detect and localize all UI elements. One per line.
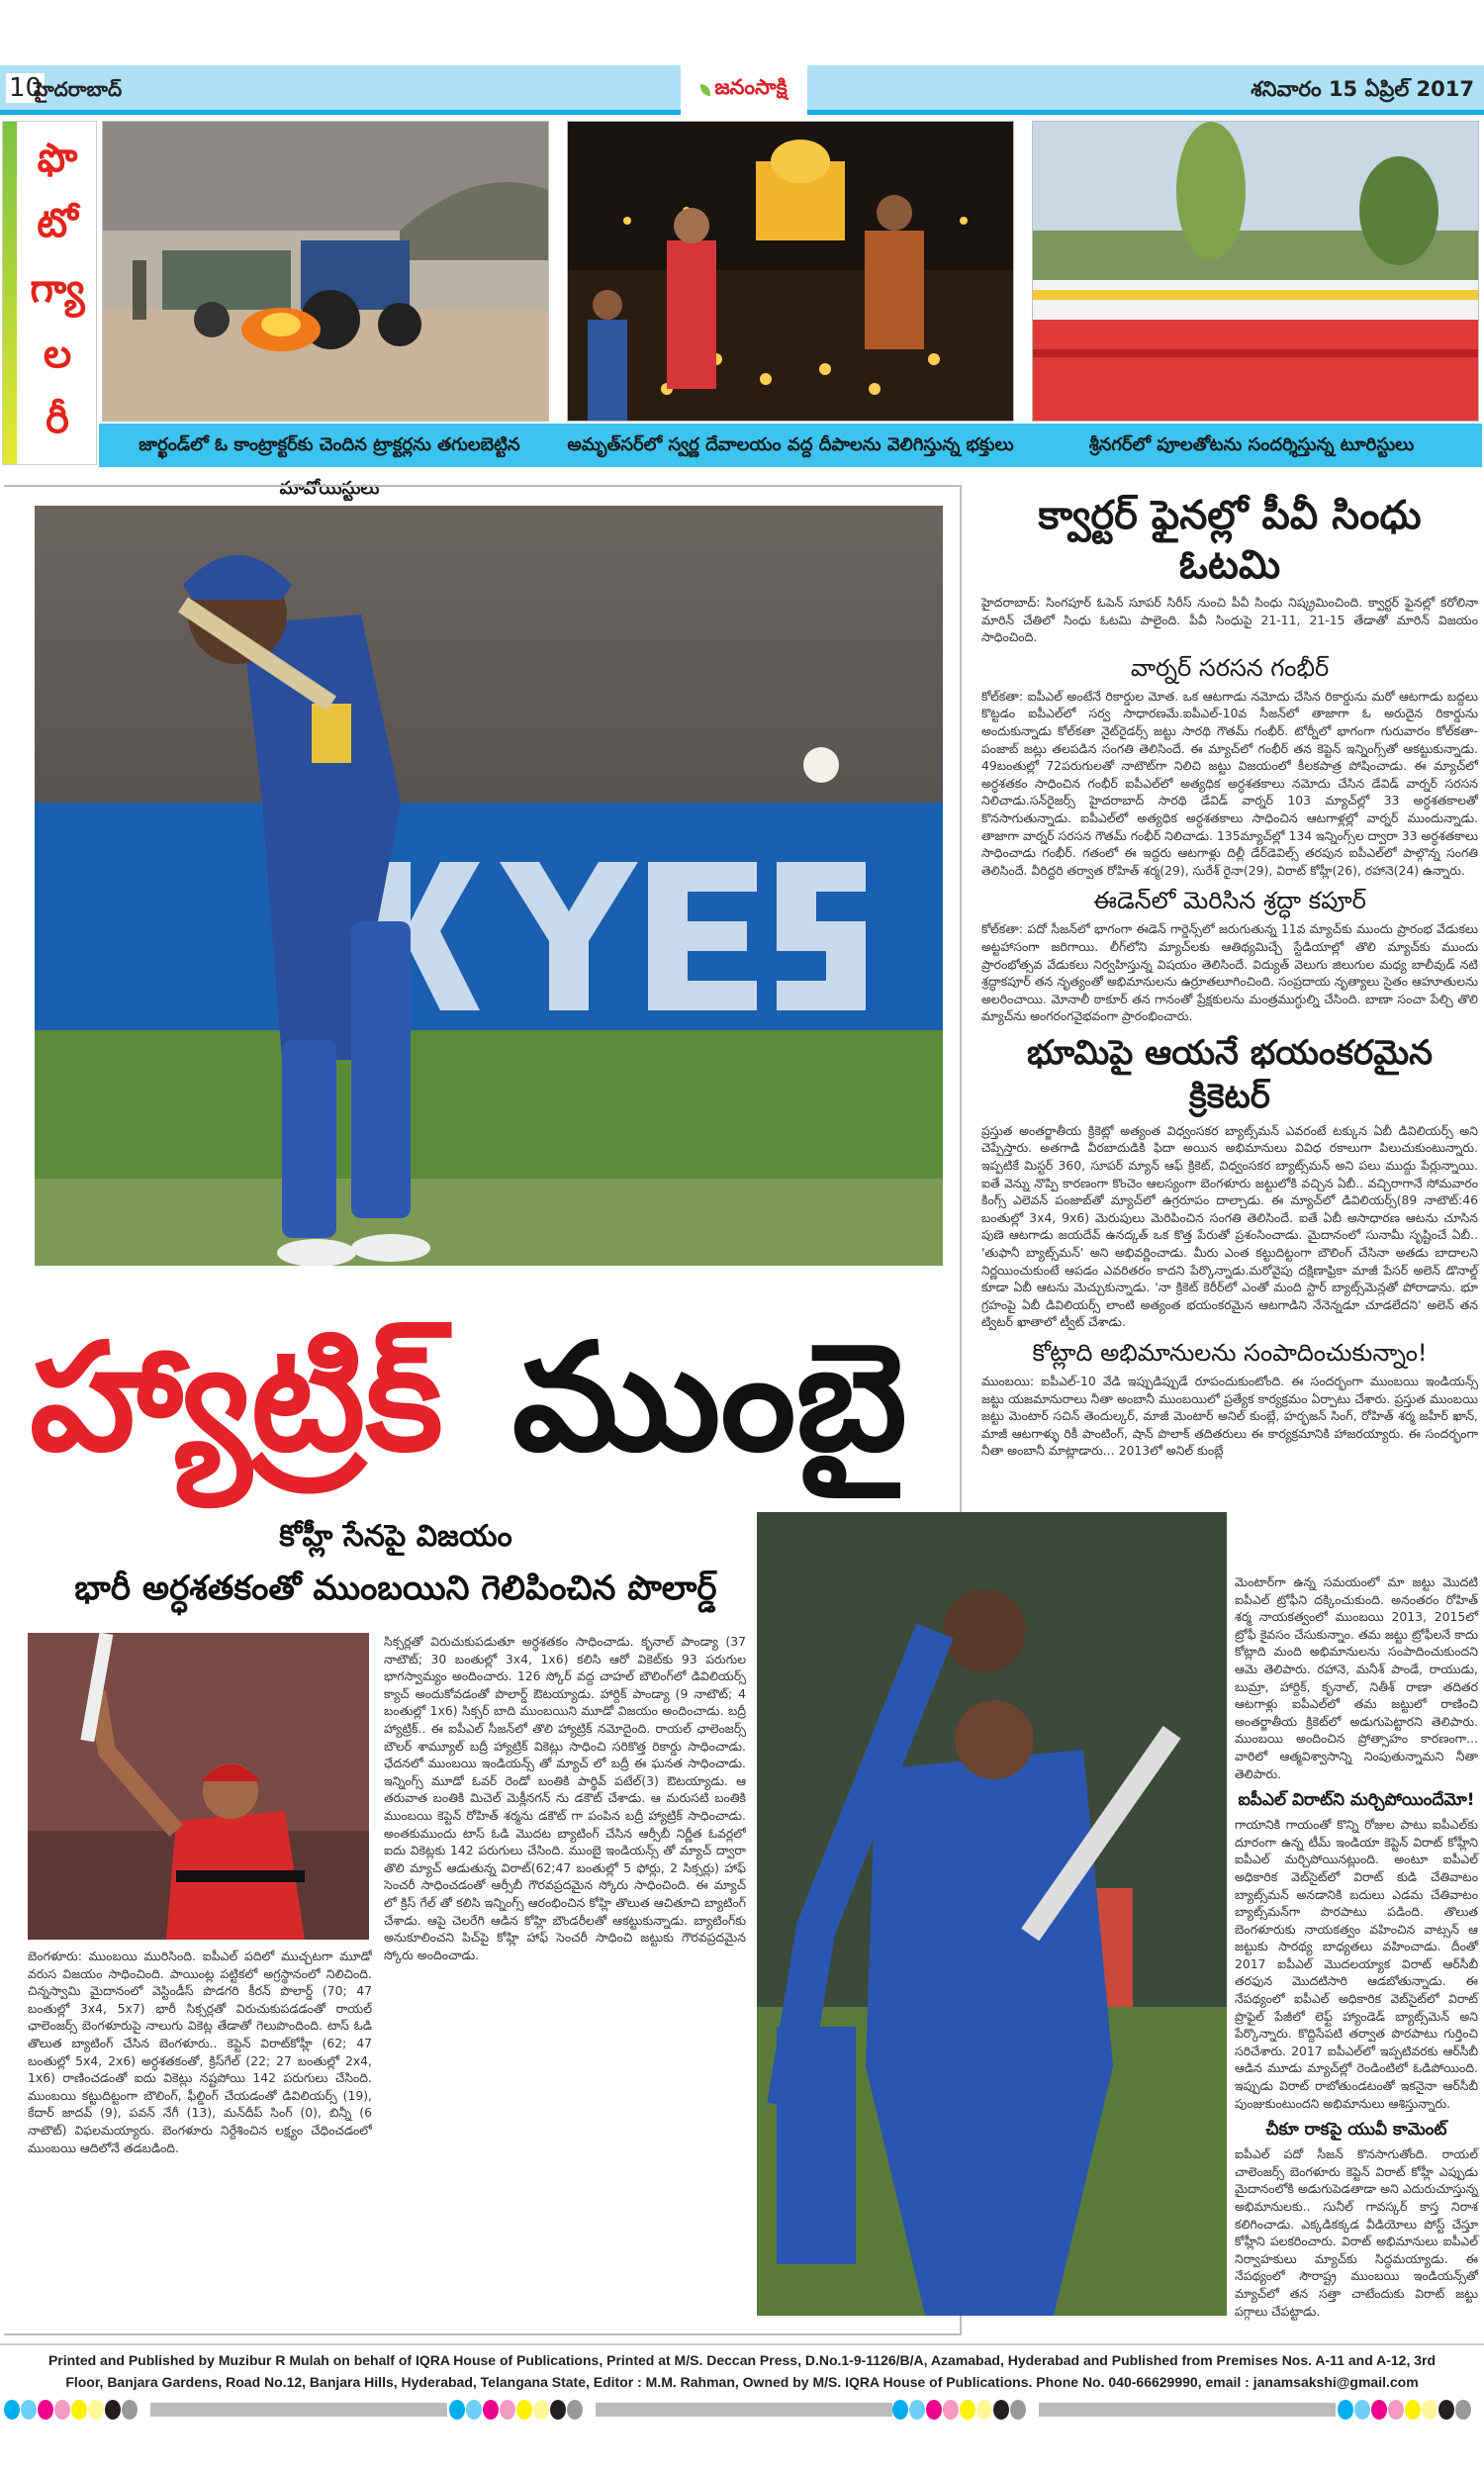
article-title: భూమిపై ఆయనే భయంకరమైన క్రికెటర్ (1027, 1032, 1433, 1116)
gallery-captions (99, 424, 1482, 499)
registration-dot (567, 2400, 583, 2420)
article-body: కోల్‌కతా: పదో సీజన్‌లో భాగంగా ఈడెన్ గార్డెన్స్‌లో జరుగుతున్న 11వ మ్యాచ్‌కు ముందు ప్రారంభ వేడుకలు అట్టహాసంగా జరిగాయి. లీగ్‌లోని మ్యాచ్‌లకు ఆతిథ్యమిచ్చే స్టేడియాల్లో తొలి మ్యాచ్‌కు ముందు ప్రారంభోత్సవ వేడుకలు నిర్వహిస్తున్న విషయం తెలిసిందే. విద్యుత్ వెలుగు జిలుగుల మధ్య బాలీవుడ్ నటి శ్రద్ధాకపూర్ తన నృత్యంతో అభిమానులను ఉర్రూతలూగించింది. సంప్రదాయ నృత్యాలు సైతం ఆహూతులను అలరించాయి. మోనాలీ ఠాకూర్ తన గానంతో ప్రేక్షకులను మంత్రముగ్ధుల్ని చేసింది. బాణా సంచా పేల్చి తొలి మ్యాచ్‌ను అంగరంగవైభవంగా ప్రారంభించారు. (981, 921, 1478, 1024)
registration-dot (21, 2400, 37, 2420)
registration-dot (1455, 2400, 1471, 2420)
registration-dot (54, 2400, 70, 2420)
registration-dot (38, 2400, 53, 2420)
issue-date: శనివారం 15 ఏప్రిల్ 2017 (1251, 77, 1474, 101)
gallery-label-char: ఫొ (37, 136, 78, 181)
imprint-line: Printed and Published by Muzibur R Mulah on behalf of IQRA House of Publications, Printed at M/S. Deccan Press, D.No.1-9-1126/B/A, Azamabad, Hyderabad and Published from Premises Nos. A-11 and A-12, 3rd (47, 2352, 1437, 2368)
article-body: హైదరాబాద్: సింగపూర్ ఓపెన్ సూపర్ సిరీస్ నుంచి పీవీ సింధు నిష్క్రమించింది. క్వార్టర్ ఫైనల్లో కరోలినా మారిన్ చేతిలో సింధు ఓటమి పాలైంది. పీవీ సింధుపై 21-11, 21-15 తేడాతో మారిన్ విజయం సాధించింది. (981, 595, 1478, 645)
gallery-label-char: రీ (46, 397, 69, 442)
page-number: 10 (6, 73, 45, 103)
registration-gray-bar (150, 2403, 447, 2417)
imprint-line: Floor, Banjara Gardens, Road No.12, Banjara Hills, Hyderabad, Telangana State, Editor : M.M. Rahman, Owned by M/S. IQRA House of Publications. Phone No. 040-66629990, email : janamsakshi@gmail.com (65, 2374, 1419, 2390)
gallery-label-char: టో (37, 201, 78, 246)
page-header (0, 65, 1484, 115)
registration-dot (976, 2400, 992, 2420)
article-title: కోట్లాది అభిమానులను సంపాదించుకున్నాం! (1032, 1339, 1428, 1367)
registration-dot (1010, 2400, 1026, 2420)
registration-dot (105, 2400, 121, 2420)
registration-dot (1438, 2400, 1454, 2420)
logo-text: జనంసాక్షి (714, 75, 788, 99)
gallery-photo-golden-temple (567, 121, 1014, 422)
photo-kohli-raising-bat (28, 1633, 369, 1940)
gallery-photo-tulip-garden (1032, 121, 1479, 422)
article-body: ప్రస్తుత అంతర్జాతీయ క్రికెట్లో అత్యంత విధ్వంసకర బ్యాట్స్‌మన్ ఎవరంటే టక్కున ఏబీ డివిలియర్స్ అని చెప్పేస్తారు. అతగాడి వీరబాదుడికి ఫిదా అయిన అభిమానులు వివిధ రకాలుగా పిలుచుకుంటున్నారు. ఇప్పటికే మిస్టర్ 360, సూపర్ మ్యాన్ ఆఫ్ క్రికెట్, విధ్వంసకర బ్యాట్స్‌మన్ అని పలు ముద్దు పేర్లున్నాయి. ఐతే వెన్ను నొప్పి కారణంగా కొంచెం ఆలస్యంగా బెంగళూరు జట్టులోకి వచ్చిన ఏబీ.. వచ్చిరాగానే సోమవారం కింగ్స్ ఎలెవన్ పంజాబ్‌తో మ్యాచ్‌లో ఉగ్రరూపం దాల్చాడు. ఈ మ్యాచ్‌లో డివిలియర్స్(89 నాటౌట్:46 బంతుల్లో 3x4, 9x6) మెరుపులు మెరిపించిన సంగతి తెలిసిందే. ఐతే ఏబీ అసాధారణ ఆటను చూసిన పుణె ఆటగాడు జయదేవ్ ఉనద్కత్ ఒక కొత్త పేరుతో ప్రశంసించాడు. మైదానంలో సునామీ సృష్టించే ఏబీ.. 'తుఫానీ బ్యాట్స్‌మన్' అని అభివర్ణించాడు. మీరు ఎంత కట్టుదిట్టంగా బౌలింగ్ చేసినా అతడు బాదాలని నిర్ణయించుకుంటే ఆపడం ఎవరితరం కాదని పేర్కొన్నాడు.మరోవైపు దక్షిణాఫ్రికా మాజీ పేసర్ అలెన్ డొనాల్డ్ కూడా ఏబీ ఆటను మెచ్చుకున్నాడు. 'నా క్రికెట్ కెరీర్‌లో ఎంతో మంది స్టార్ బ్యాట్స్‌మెన్లతో పోరాడాను. భూ గ్రహంపై ఏబీ డివిలియర్స్ లాంటి అత్యంత భయంకరమైన ఆటగాడిని నేనెన్నడూ చూడలేదని' అలెన్ తన ట్విటర్ ఖాతాలో ట్వీట్ చేశాడు. (981, 1122, 1478, 1330)
article-body: ఐపీఎల్ పదో సీజన్ కొనసాగుతోంది. రాయల్ చాలెంజర్స్ బెంగళూరు కెప్టెన్ విరాట్ కోహ్లీ ఎప్పుడు మైదానంలోకి అడుగుపెడతాడా అని ఎదురుచూస్తున్న అభిమానులకు.. సునీల్ గావస్కర్ కాస్త నిరాశ కలిగించాడు. ఎక్కడికక్కడ వీడియోలు పోస్ట్ చేస్తూ కోహ్లీని పలకరించారు. విరాట్ అభిమానులు ఐపీఎల్ నిర్వాహకులు మ్యాచ్‌కు సిద్ధమయ్యాడు. ఈ నేపథ్యంలో సౌరాష్ట్ర ముంబయి ఇండియన్స్‌తో మ్యాచ్‌లో తన సత్తా చాటేందుకు విరాట్ జట్టు పగ్గాలు చేపట్టాడు. (1235, 2146, 1478, 2319)
registration-dot (909, 2400, 925, 2420)
registration-dot (483, 2400, 499, 2420)
subheadline: భారీ అర్ధశతకంతో ముంబయిని గెలిపించిన పొలార్డ్ (74, 1569, 717, 1608)
article-title: క్వార్టర్ ఫైనల్లో పీవీ సింధు ఓటమి (1038, 493, 1422, 588)
news-article (981, 652, 1478, 880)
registration-dot (122, 2400, 138, 2420)
photo-gallery-label (2, 121, 97, 465)
headline-red: హ్యాట్రిక్ (30, 1311, 443, 1484)
registration-dot (1354, 2400, 1370, 2420)
leaf-icon (700, 84, 710, 96)
main-story-body-middle: సిక్సర్లతో విరుచుకుపడుతూ అర్ధశతకం సాధించాడు. కృనాల్ పాండ్యా (37 నాటౌట్; 30 బంతుల్లో 3x4, 1x6) కలిసి ఆరో వికెట్‌కు 93 పరుగుల భాగస్వామ్యం అందించారు. 126 స్కోర్ వద్ద చాహల్ బౌలింగ్‌లో డివిలియర్స్ క్యాచ్ అందుకోవడంతో పొలార్డ్ ఔటయ్యాడు. హార్దిక్ పాండ్యా (9 నాటౌట్; 4 బంతుల్లో 1x6) సిక్సర్ బాది ముంబయిని మూడో విజయం అందించాడు. బద్రీ హ్యాట్రిక్.. ఈ ఐపీఎల్ సీజన్‌లో తొలి హ్యాట్రిక్ నమోదైంది. రాయల్ ఛాలెంజర్స్ బౌలర్ శామ్యూల్ బద్రీ హ్యాట్రిక్ వికెట్లు సాధించి సరికొత్త రికార్డు సాధించాడు. ఛేదనలో ముంబయి ఇండియన్స్ తో మ్యాచ్ లో బద్రీ ఈ ఘనత సాధించాడు. ఇన్నింగ్స్ మూడో ఓవర్ రెండో బంతికి పార్థివ్ పటేల్(3) ఔటయ్యాడు. ఆ తరువాత బంతికి మిచెల్ మెక్లీనగన్ ను డకౌట్ చేశాడు. ఆ మరుసటి బంతికి ముంబయి కెప్టెన్ రోహిత్ శర్మను డకౌట్ గా పంపిన బద్రీ హ్యాట్రిక్ సాధించాడు. అంతకుముందు టాస్ ఓడి మొదట బ్యాటింగ్ చేసిన ఆర్సీబీ నిర్ణీత ఓవర్లలో ఐదు వికెట్లకు 142 పరుగులు చేసింది. ముంబై ఇండియన్స్ తో మ్యాచ్ ద్వారా తొలి మ్యాచ్ ఆడుతున్న విరాట్(62;47 బంతుల్లో 5 ఫోర్లు, 2 సిక్సర్లు) హాఫ్ సెంచరీ సాధించడంతో ఆర్సీబీ గౌరవప్రదమైన స్కోరు సాధించింది. ఈ మ్యాచ్ లో క్రిస్ గేల్ తో కలిసి ఇన్నింగ్స్ ఆరంభించిన కోహ్లి తొలుత ఆచితూచి బ్యాటింగ్ చేశాడు. ఆపై చెలరేగి ఆడిన కోహ్లి బౌండరీలతో ఆకట్టుకున్నాడు. బ్యాటింగ్‌కు అనుకూలించని పిచ్‌పై కోహ్లి హాఫ్ సెంచరీ సాధించి జట్టుకు గౌరవప్రదమైన స్కోరు అందించాడు. (384, 1634, 746, 1962)
gallery-photo-tractor-fire (102, 121, 549, 422)
registration-dot (466, 2400, 482, 2420)
article-title: చీకూ రాకపై యువీ కామెంట్ (1265, 2120, 1447, 2141)
right-narrow-column (1235, 1573, 1478, 2326)
registration-gray-bar (1039, 2403, 1336, 2417)
registration-dot (1338, 2400, 1353, 2420)
gallery-label-char: ల (43, 332, 72, 377)
registration-dot (1388, 2400, 1404, 2420)
article-title: ఈడెన్‌లో మెరిసిన శ్రద్ధా కపూర్ (1093, 887, 1366, 915)
news-article (981, 1337, 1478, 1460)
headline-black: ముంబై (511, 1311, 907, 1484)
registration-dot (550, 2400, 566, 2420)
subheadline: కోహ్లీ సేనపై విజయం (279, 1519, 512, 1554)
registration-dot (960, 2400, 975, 2420)
main-headline (30, 1301, 950, 1494)
article-title: ఐపీఎల్ విరాట్‌ని మర్చిపోయిందేమో! (1238, 1790, 1475, 1811)
registration-dot (993, 2400, 1009, 2420)
registration-dot (926, 2400, 942, 2420)
registration-dot (4, 2400, 20, 2420)
article-body-continued: మెంటార్‌గా ఉన్న సమయంలో మా జట్టు మొదటి ఐపీఎల్ ట్రోఫీని దక్కించుకుంది. అనంతరం రోహిత్ శర్మ నాయకత్వంలో ముంబయి 2013, 2015లో ట్రోఫీ కైవసం చేసుకున్నాం. తమ జట్టు ట్రోఫీలనే కాదు కోట్లాది మంది అభిమానులను సంపాదించుకుందని ఆమె తెలిపారు. రహానె, మనీశ్ పాండే, రాయుడు, బుమ్రా, హార్దిక్, కృనాల్, నితీశ్ రాణా తదితర ఆటగాళ్లు ఐపీఎల్‌లో తమ జట్టులో రాణించి అంతర్జాతీయ క్రికెట్‌లో అడుగుపెట్టారని తెలిపారు. ముంబయి అందించిన ప్రోత్సాహం కారణంగా... వారిలో ఆత్మవిశ్వాసాన్ని నింపుతున్నామని నీతా తెలిపారు. (1235, 1574, 1478, 1781)
registration-dot (943, 2400, 959, 2420)
edition-city: హైదరాబాద్ (34, 77, 123, 101)
article-body: గాయానికి గాయంతో కొన్ని రోజుల పాటు ఐపీఎల్‌కు దూరంగా ఉన్న టీమ్ ఇండియా కెప్టెన్ విరాట్ కోహ్లీని ఐపీఎల్ మర్చిపోయినట్లుంది. అంటూ ఐపీఎల్ అధికారిక వెబ్‌సైట్‌లో విరాట్ కుడి చేతివాటం బ్యాట్స్‌మన్ అనడానికి బదులు ఎడమ చేతివాటం బ్యాట్స్‌మన్‌గా పొరపాటు పడింది. తొలుత బెంగళూరుకు నాయకత్వం వహించిన వాట్సన్ ఆ జట్టుకు సారథ్య బాధ్యతలు వహించాడు. దీంతో 2017 ఐపీఎల్ మొదలయ్యాక విరాట్ ఆర్‌సీబీ తరఫున మొదటిసారి ఆడబోతున్నాడు. ఈ నేపథ్యంలో ఐపీఎల్ అధికారిక వెబ్‌సైట్‌లో విరాట్ ప్రొఫైల్ పేజీలో లెఫ్ట్ హ్యాండెడ్ బ్యాట్స్‌మెన్ అని పేర్కొన్నారు. కొద్దిసేపటి తర్వాత పొరపాటు గుర్తించి సరిచేశారు. 2017 ఐపీఎల్‌లో ఇప్పటివరకు ఆర్‌సీబీ ఆడిన మూడు మ్యాచ్‌ల్లో రెండింటిలో ఓడిపోయింది. ఇప్పుడు విరాట్ రాబోతుండటంతో ఇకనైనా ఆర్‌సీబీ పుంజుకుంటుందని అభిమానులు ఆశిస్తున్నారు. (1235, 1817, 1478, 2111)
article-body: కోల్‌కతా: ఐపీఎల్ అంటేనే రికార్డుల మోత. ఒక ఆటగాడు నమోదు చేసిన రికార్డును మరో ఆటగాడు బద్దలు కొట్టడం ఐపీఎల్‌లో సర్వ సాధారణమే.ఐపీఎల్-10వ సీజన్‌లో తాజాగా ఓ అరుదైన రికార్డును అందుకున్నాడు కోల్‌కతా నైట్‌రైడర్స్ జట్టు సారథి గౌతమ్ గంభీర్. టోర్నీలో భాగంగా గురువారం కోల్‌కతా-పంజాబ్ జట్లు తలపడిన సంగతి తెలిసిందే. ఈ మ్యాచ్‌లో గంభీర్ తన కెప్టెన్ ఇన్నింగ్స్‌తో ఆకట్టుకున్నాడు. 49బంతుల్లో 72పరుగులతో నాటౌట్‌గా నిలిచి జట్టు విజయంలో కీలకపాత్ర పోషించాడు. ఈ మ్యాచ్‌లో అర్ధశతకం సాధించిన గంభీర్ ఐపీఎల్‌లో అత్యధిక అర్ధశతకాలు నమోదు చేసిన డేవిడ్ వార్నర్ సరసన నిలిచాడు.సన్‌రైజర్స్ హైదరాబాద్ సారథి డేవిడ్ వార్నర్ 103 మ్యాచ్‌ల్లో 33 అర్ధశతకాలతో కొనసాగుతున్నాడు. ఐపీఎల్‌లో అత్యధిక అర్ధశతకాలు సాధించిన ఆటగాళ్లల్లో వార్నర్ ముందున్నాడు. తాజాగా వార్నర్ సరసన గౌతమ్ గంభీర్ నిలిచాడు. 135మ్యాచ్‌ల్లో 134 ఇన్నింగ్స్‌ల ద్వారా 33 అర్ధశతకాలు సాధించాడు గంభీర్. గతంలో ఈ ఇద్దరు ఆటగాళ్లు దిల్లీ డేర్‌డెవిల్స్ తరపున ఐపీఎల్‌లో పాల్గొన్న సంగతి తెలిసిందే. వీరిద్దరి తర్వాత రోహిత్ శర్మ(29), సురేశ్ రైనా(29), విరాట్ కోహ్లీ(26), రహానె(24) ఉన్నారు. (981, 688, 1478, 878)
article-title: వార్నర్ సరసన గంభీర్ (1130, 653, 1330, 682)
registration-dot (449, 2400, 465, 2420)
gallery-caption: జార్ఖండ్‌లో ఓ కాంట్రాక్టర్‌కు చెందిన ట్రాక్టర్లను తగులబెట్టిన మావోయిస్టులు (139, 434, 520, 499)
registration-dot (500, 2400, 515, 2420)
registration-dot (1422, 2400, 1438, 2420)
main-photo-pollard-batting (35, 506, 943, 1266)
registration-dot (892, 2400, 908, 2420)
registration-dot (516, 2400, 532, 2420)
news-article (981, 885, 1478, 1025)
main-story-body-left: బెంగళూరు: ముంబయి మురిసింది. ఐపీఎల్ పదిలో ముచ్చటగా మూడో వరుస విజయం సాధించింది. పాయింట్ల పట్టికలో అగ్రస్థానంలో నిలిచింది. చిన్నస్వామి మైదానంలో వెస్టిండీస్ పొడగరి కీరన్ పొలార్డ్ (70; 47 బంతుల్లో 3x4, 5x7) భారీ సిక్సర్లతో విరుచుకుపడడంతో రాయల్ ఛాలెంజర్స్ బెంగళూరుపై నాలుగు వికెట్ల తేడాతో గెలుపొందింది. టాస్ ఓడి తొలుత బ్యాటింగ్ చేసిన బెంగళూరు.. కెప్టెన్ విరాట్‌కోహ్లీ (62; 47 బంతుల్లో 5x4, 2x6) అర్ధశతకంతో, క్రిస్‌గేల్ (22; 27 బంతుల్లో 2x4, 1x6) రాణించడంతో ఐదు వికెట్లు నష్టపోయి 142 పరుగులు చేసింది. ముంబయి కట్టుదిట్టంగా బౌలింగ్, ఫీల్డింగ్ చేయడంతో డివిలియర్స్ (19), కేదార్ జాదవ్ (9), పవన్ నేగీ (13), మన్‌దీప్ సింగ్ (0), బిన్నీ (6 నాటౌట్) విఫలమయ్యారు. బెంగళూరు నిర్దేశించిన లక్ష్యం చేధించడంలో ముంబయి ఆదిలోనే తడబడింది. (28, 1949, 372, 2155)
gallery-label-char: గ్యా (30, 266, 85, 312)
color-registration-bar (0, 2399, 1484, 2421)
registration-dot (71, 2400, 87, 2420)
registration-dot (1371, 2400, 1387, 2420)
registration-dot (88, 2400, 104, 2420)
photo-pandya-brothers-celebrating (757, 1512, 1227, 2316)
news-article (981, 491, 1478, 646)
news-article (1235, 2118, 1478, 2320)
news-article (1235, 1788, 1478, 2112)
registration-gray-bar (596, 2403, 892, 2417)
article-body: ముంబయి: ఐపీఎల్-10 వేడి ఇప్పుడిప్పుడే రూపందుకుంటోంది. ఈ సందర్భంగా ముంబయి ఇండియన్స్ జట్టు యజమానురాలు నీతా అంబానీ ముంబయిలో ప్రత్యేక కార్యక్రమం ఏర్పాటు చేశారు. ప్రస్తుత ముంబయి జట్టు మెంటార్ సచిన్ తెందుల్కర్, మాజీ మెంటార్ అనిల్ కుంబ్లే, హర్భజన్ సింగ్, రోహిత్ శర్మ జహీర్ ఖాన్, మాజీ ఆటగాళ్ళు రికీ పాంటింగ్, షాన్ పొలాక్ తదితరులు ఈ కార్యక్రమానికి హాజరయ్యారు. ఈ సందర్భంగా నీతా అంబానీ మాట్లాడారు... 2013లో అనిల్ కుంబ్లే (981, 1374, 1478, 1459)
newspaper-logo (681, 65, 807, 115)
registration-dot (533, 2400, 549, 2420)
imprint-footer (0, 2343, 1484, 2421)
registration-dot (1405, 2400, 1421, 2420)
gallery-caption: శ్రీనగర్‌లో పూలతోటను సందర్శిస్తున్న టూరిస్టులు (1088, 434, 1415, 455)
gallery-caption: అమృత్‌సర్‌లో స్వర్ణ దేవాలయం వద్ద దీపాలను వెలిగిస్తున్న భక్తులు (567, 434, 1014, 455)
right-news-column (981, 487, 1478, 1573)
decorative-stripe (3, 122, 17, 464)
news-article (981, 1031, 1478, 1331)
